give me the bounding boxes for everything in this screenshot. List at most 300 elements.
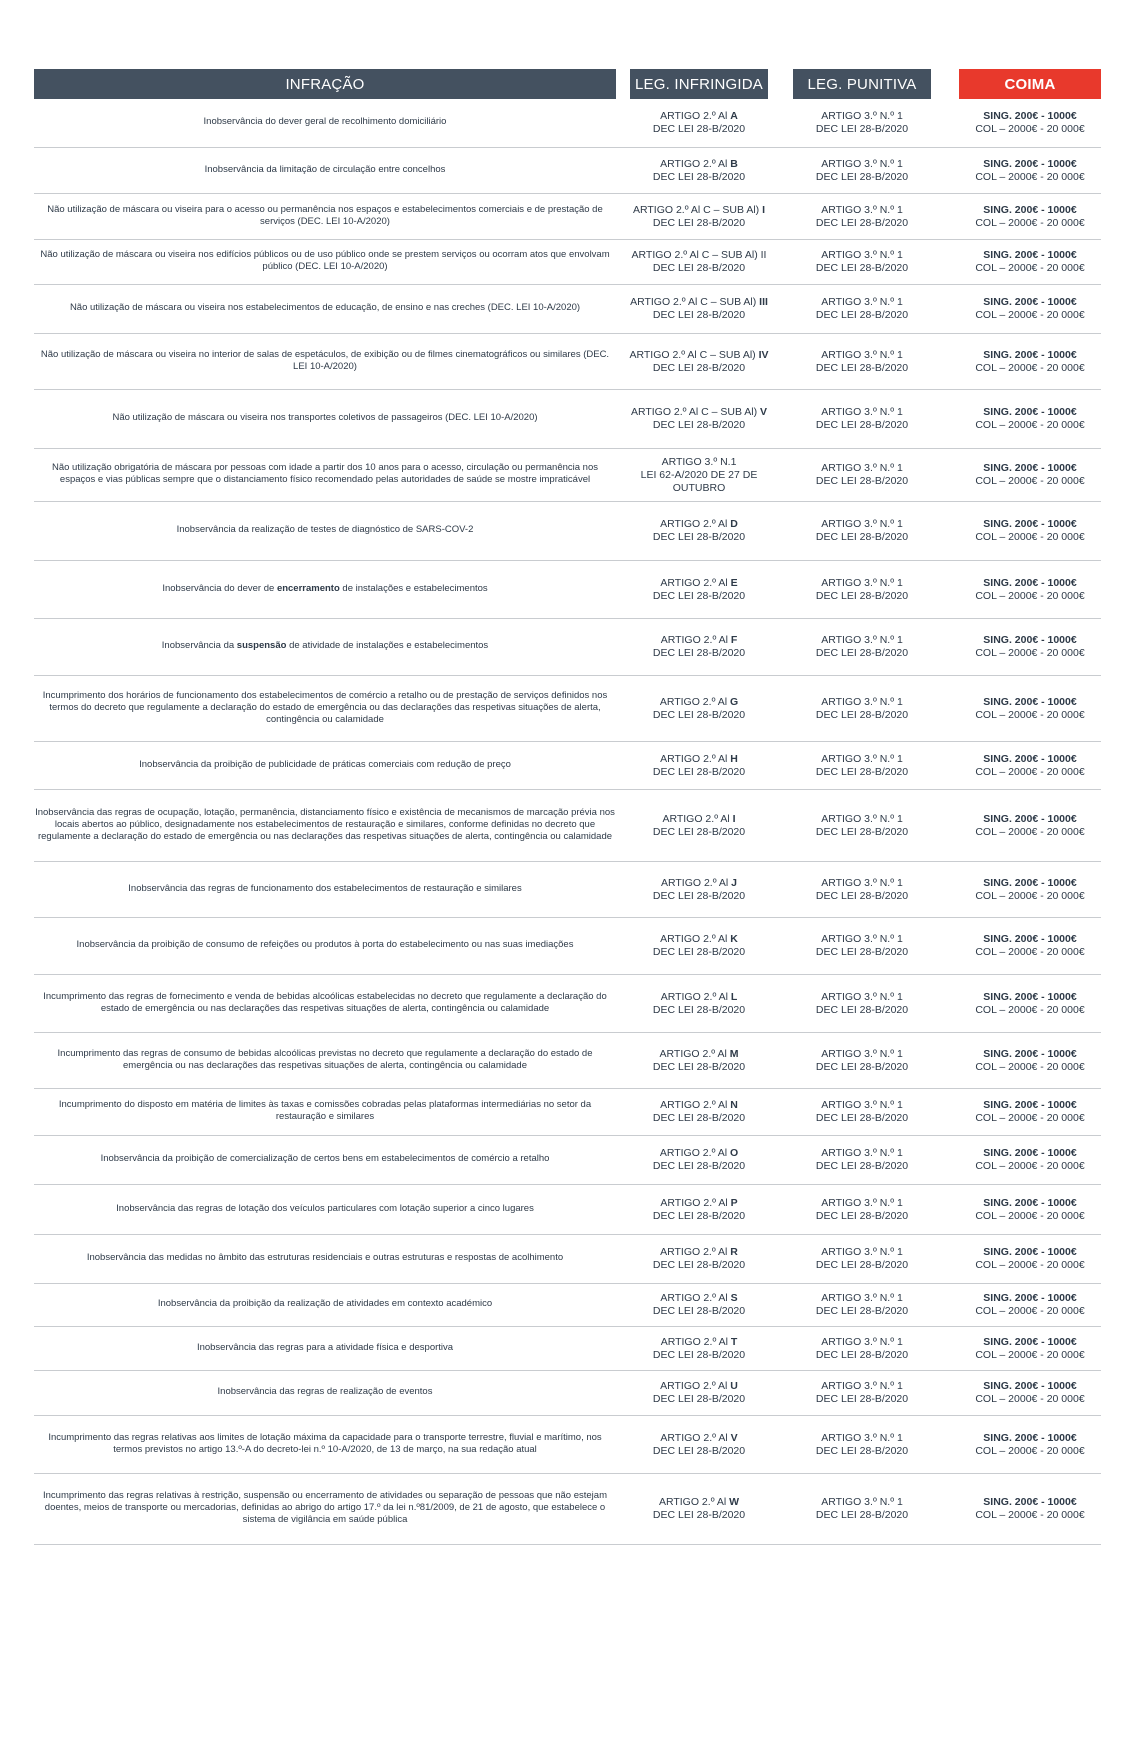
coima-cell xyxy=(959,518,1101,544)
leg-punitiva-cell xyxy=(783,349,941,375)
leg-infringida-decree: DEC LEI 28-B/2020 xyxy=(652,1305,746,1317)
leg-infringida-letter: G xyxy=(730,695,739,708)
leg-infringida-decree: LEI 62-A/2020 DE 27 DE OUTUBRO xyxy=(640,468,758,494)
coima-cell xyxy=(959,1496,1101,1522)
leg-infringida-decree: DEC LEI 28-B/2020 xyxy=(652,309,746,321)
coima-coletiva: COL – 2000€ - 20 000€ xyxy=(975,589,1085,602)
row-desc-text: Inobservância da xyxy=(161,640,237,651)
leg-infringida-letter: S xyxy=(730,1292,738,1304)
leg-punitiva-cell xyxy=(783,1197,941,1223)
coima-coletiva: COL – 2000€ - 20 000€ xyxy=(975,216,1085,229)
leg-infringida-cell xyxy=(620,1380,778,1406)
row-desc-text: Incumprimento das regras de consumo de bebidas alcoólicas previstas no decreto que regulamente a declaração do estado de emergência ou nas declarações das respetivas situações de alerta, contingência ou calamidade xyxy=(57,1047,593,1071)
leg-infringida-article: ARTIGO 2.º Al C – SUB Al) xyxy=(629,348,759,361)
leg-infringida-decree: DEC LEI 28-B/2020 xyxy=(652,765,746,778)
table-row xyxy=(34,1089,1101,1136)
infracao-cell xyxy=(34,204,616,230)
coima-cell xyxy=(959,753,1101,779)
infracao-cell xyxy=(34,1252,616,1266)
leg-infringida-article: ARTIGO 2.º Al C – SUB Al) xyxy=(632,203,763,216)
row-desc-text: Não utilização de máscara ou viseira nos estabelecimentos de educação, de ensino e nas creches (DEC. LEI 10-A/2020) xyxy=(69,302,581,313)
leg-infringida-cell xyxy=(620,1147,778,1173)
coima-singular: SING. 200€ - 1000€ xyxy=(983,1196,1077,1209)
leg-punitiva-cell xyxy=(783,204,941,230)
row-desc-text: Não utilização obrigatória de máscara por pessoas com idade a partir dos 10 anos para o acesso, circulação ou permanência nos espaços e vias públicas sempre que o distanciamento físico recomendado pelas autoridades de saúde se mostre impraticável xyxy=(51,462,599,485)
leg-infringida-decree: DEC LEI 28-B/2020 xyxy=(652,419,746,431)
leg-infringida-article: ARTIGO 2.º Al xyxy=(660,576,731,589)
leg-infringida-cell xyxy=(620,577,778,603)
coima-singular: SING. 200€ - 1000€ xyxy=(983,1246,1077,1258)
coima-cell xyxy=(959,933,1101,959)
row-desc-text: Não utilização de máscara ou viseira nos edifícios públicos ou de uso público onde se prestem serviços ou ocorram atos que envolvam público (DEC. LEI 10-A/2020) xyxy=(40,249,610,272)
leg-infringida-decree: DEC LEI 28-B/2020 xyxy=(652,1112,746,1124)
leg-infringida-decree: DEC LEI 28-B/2020 xyxy=(652,1060,746,1073)
table-row xyxy=(34,676,1101,742)
table-row xyxy=(34,918,1101,975)
leg-infringida-cell xyxy=(620,696,778,722)
leg-infringida-decree: DEC LEI 28-B/2020 xyxy=(652,889,746,902)
infracao-cell xyxy=(34,1153,616,1167)
leg-punitiva-article: ARTIGO 3.º N.º 1 xyxy=(821,634,903,646)
table-row xyxy=(34,285,1101,334)
infracao-cell xyxy=(34,759,616,773)
leg-infringida-decree: DEC LEI 28-B/2020 xyxy=(652,216,746,229)
leg-punitiva-decree: DEC LEI 28-B/2020 xyxy=(815,361,909,374)
row-desc-emphasis: suspensão xyxy=(236,640,287,651)
infracao-cell xyxy=(34,690,616,728)
infracao-cell xyxy=(34,302,616,316)
infracao-cell xyxy=(34,883,616,897)
coima-cell xyxy=(959,1432,1101,1458)
leg-punitiva-decree: DEC LEI 28-B/2020 xyxy=(815,309,909,321)
coima-cell xyxy=(959,577,1101,603)
leg-infringida-cell xyxy=(620,1292,778,1318)
leg-punitiva-cell xyxy=(783,1246,941,1272)
coima-coletiva: COL – 2000€ - 20 000€ xyxy=(975,1112,1085,1124)
leg-punitiva-article: ARTIGO 3.º N.º 1 xyxy=(821,1431,903,1444)
leg-infringida-article: ARTIGO 2.º Al C – SUB Al) xyxy=(630,406,761,418)
leg-punitiva-decree: DEC LEI 28-B/2020 xyxy=(815,946,909,958)
leg-infringida-article: ARTIGO 2.º Al xyxy=(660,1292,731,1304)
leg-infringida-decree: DEC LEI 28-B/2020 xyxy=(652,647,746,659)
leg-infringida-letter: III xyxy=(759,296,768,308)
leg-infringida-cell xyxy=(620,110,778,136)
coima-singular: SING. 200€ - 1000€ xyxy=(983,1496,1077,1508)
coima-cell xyxy=(959,696,1101,722)
row-desc-text: Inobservância da limitação de circulação entre concelhos xyxy=(204,163,446,175)
infracao-cell xyxy=(34,249,616,275)
coima-singular: SING. 200€ - 1000€ xyxy=(983,348,1077,361)
leg-punitiva-decree: DEC LEI 28-B/2020 xyxy=(815,1348,909,1361)
coima-singular: SING. 200€ - 1000€ xyxy=(983,752,1077,765)
leg-punitiva-article: ARTIGO 3.º N.º 1 xyxy=(821,1047,903,1060)
row-desc-text: Incumprimento das regras relativas à restrição, suspensão ou encerramento de atividades ou separação de pessoas que não estejam doentes, meios de transporte ou mercadorias, definidas ao abrigo do artigo 17.º da lei n.º81/2009, de 21 de agosto, que estabelece o sistema de vigilância em saúde pública xyxy=(43,1490,607,1525)
coima-singular: SING. 200€ - 1000€ xyxy=(983,1335,1077,1348)
leg-punitiva-decree: DEC LEI 28-B/2020 xyxy=(815,1259,909,1271)
coima-cell xyxy=(959,1048,1101,1074)
coima-singular: SING. 200€ - 1000€ xyxy=(983,296,1077,308)
table-row xyxy=(34,742,1101,790)
row-desc-text: Incumprimento do disposto em matéria de limites às taxas e comissões cobradas pelas plataformas intermediárias no setor da restauração e similares xyxy=(58,1099,592,1122)
leg-infringida-decree: DEC LEI 28-B/2020 xyxy=(652,170,746,183)
leg-infringida-article: ARTIGO 3.º N.1 xyxy=(661,455,737,468)
leg-punitiva-article: ARTIGO 3.º N.º 1 xyxy=(821,462,903,474)
infracao-cell xyxy=(34,349,616,375)
leg-punitiva-decree: DEC LEI 28-B/2020 xyxy=(815,1112,909,1124)
leg-infringida-cell xyxy=(620,249,778,275)
leg-infringida-letter: E xyxy=(730,576,738,589)
row-desc-text: Inobservância da realização de testes de diagnóstico de SARS-COV-2 xyxy=(176,524,474,535)
leg-punitiva-article: ARTIGO 3.º N.º 1 xyxy=(821,1246,903,1258)
leg-infringida-article: ARTIGO 2.º Al xyxy=(660,1099,731,1111)
leg-punitiva-article: ARTIGO 3.º N.º 1 xyxy=(821,203,903,216)
leg-punitiva-decree: DEC LEI 28-B/2020 xyxy=(815,170,909,183)
leg-infringida-cell xyxy=(620,349,778,375)
leg-infringida-decree: DEC LEI 28-B/2020 xyxy=(652,1003,746,1016)
leg-punitiva-article: ARTIGO 3.º N.º 1 xyxy=(821,1147,903,1159)
leg-infringida-letter: F xyxy=(730,634,738,646)
coima-coletiva: COL – 2000€ - 20 000€ xyxy=(975,1060,1085,1073)
leg-infringida-article: ARTIGO 2.º Al xyxy=(660,518,731,530)
row-desc-text: Inobservância da proibição de publicidade de práticas comerciais com redução de preço xyxy=(139,758,511,770)
leg-punitiva-cell xyxy=(783,1432,941,1458)
row-desc-text: Inobservância da proibição de comercialização de certos bens em estabelecimentos de comércio a retalho xyxy=(100,1153,550,1164)
leg-infringida-letter: I xyxy=(732,812,736,825)
leg-infringida-letter: T xyxy=(730,1335,738,1348)
coima-singular: SING. 200€ - 1000€ xyxy=(983,518,1077,530)
leg-infringida-article: ARTIGO 2.º Al xyxy=(660,1335,731,1348)
table-row xyxy=(34,862,1101,918)
infracao-cell xyxy=(34,1342,616,1356)
leg-punitiva-article: ARTIGO 3.º N.º 1 xyxy=(821,1099,903,1111)
leg-infringida-decree: DEC LEI 28-B/2020 xyxy=(652,589,746,602)
leg-infringida-article: ARTIGO 2.º Al xyxy=(662,812,733,825)
table-row xyxy=(34,1185,1101,1235)
table-row xyxy=(34,1284,1101,1327)
row-desc-text: Inobservância da proibição da realização de atividades em contexto académico xyxy=(157,1298,493,1309)
coima-singular: SING. 200€ - 1000€ xyxy=(983,1380,1077,1392)
infracao-cell xyxy=(34,116,616,130)
leg-infringida-cell xyxy=(620,158,778,184)
leg-infringida-letter: D xyxy=(730,518,738,530)
table-row xyxy=(34,1136,1101,1185)
coima-singular: SING. 200€ - 1000€ xyxy=(983,249,1077,261)
leg-punitiva-article: ARTIGO 3.º N.º 1 xyxy=(821,157,903,170)
table-row xyxy=(34,1416,1101,1474)
row-desc-text: Inobservância do dever de xyxy=(162,582,277,594)
coima-cell xyxy=(959,249,1101,275)
infracao-cell xyxy=(34,1099,616,1125)
leg-infringida-article: ARTIGO 2.º Al xyxy=(660,752,731,765)
coima-singular: SING. 200€ - 1000€ xyxy=(983,1431,1077,1444)
leg-punitiva-cell xyxy=(783,158,941,184)
coima-singular: SING. 200€ - 1000€ xyxy=(983,110,1077,122)
coima-cell xyxy=(959,634,1101,660)
coima-singular: SING. 200€ - 1000€ xyxy=(983,203,1077,216)
coima-cell xyxy=(959,1246,1101,1272)
coima-coletiva: COL – 2000€ - 20 000€ xyxy=(975,1509,1085,1521)
leg-punitiva-cell xyxy=(783,249,941,275)
infracao-cell xyxy=(34,462,616,488)
leg-infringida-letter: W xyxy=(729,1496,740,1508)
coima-cell xyxy=(959,296,1101,322)
leg-punitiva-decree: DEC LEI 28-B/2020 xyxy=(815,708,909,721)
table-row xyxy=(34,1474,1101,1545)
row-desc-text: Inobservância das medidas no âmbito das estruturas residenciais e outras estruturas e respostas de acolhimento xyxy=(86,1252,564,1263)
leg-punitiva-cell xyxy=(783,296,941,322)
leg-punitiva-cell xyxy=(783,1048,941,1074)
coima-singular: SING. 200€ - 1000€ xyxy=(983,933,1077,945)
infracao-cell xyxy=(34,164,616,178)
leg-infringida-letter: H xyxy=(730,752,738,765)
coima-singular: SING. 200€ - 1000€ xyxy=(983,462,1077,474)
leg-punitiva-cell xyxy=(783,753,941,779)
leg-infringida-decree: DEC LEI 28-B/2020 xyxy=(652,1160,746,1172)
leg-infringida-article: ARTIGO 2.º Al C – SUB Al) xyxy=(630,296,760,308)
table-row xyxy=(34,1033,1101,1089)
leg-punitiva-decree: DEC LEI 28-B/2020 xyxy=(815,475,909,487)
leg-punitiva-cell xyxy=(783,877,941,903)
coima-singular: SING. 200€ - 1000€ xyxy=(983,1047,1077,1060)
table-row xyxy=(34,240,1101,285)
row-desc-text: de instalações e estabelecimentos xyxy=(339,582,488,594)
leg-punitiva-article: ARTIGO 3.º N.º 1 xyxy=(821,1335,903,1348)
leg-punitiva-article: ARTIGO 3.º N.º 1 xyxy=(821,296,903,308)
leg-infringida-article: ARTIGO 2.º Al xyxy=(660,157,731,170)
leg-punitiva-article: ARTIGO 3.º N.º 1 xyxy=(821,876,903,889)
row-desc-text: Não utilização de máscara ou viseira para o acesso ou permanência nos espaços e estabelecimentos comerciais e de prestação de serviços (DEC. LEI 10-A/2020) xyxy=(47,203,603,227)
leg-infringida-cell xyxy=(620,933,778,959)
row-desc-text: Inobservância das regras de ocupação, lotação, permanência, distanciamento físico e existência de mecanismos de marcação prévia nos locais abertos ao público, designadamente nos estabelecimentos de restauração e similares, conforme definidas no decreto que regulamente a declaração do estado de emergência ou nas declarações das respetivas situações de alerta, contingência ou calamidade xyxy=(35,806,615,842)
leg-punitiva-cell xyxy=(783,1336,941,1362)
coima-coletiva: COL – 2000€ - 20 000€ xyxy=(975,647,1085,659)
leg-punitiva-cell xyxy=(783,813,941,839)
leg-punitiva-article: ARTIGO 3.º N.º 1 xyxy=(821,812,903,825)
leg-infringida-cell xyxy=(620,296,778,322)
leg-punitiva-decree: DEC LEI 28-B/2020 xyxy=(815,216,909,229)
leg-punitiva-article: ARTIGO 3.º N.º 1 xyxy=(821,695,903,708)
coima-coletiva: COL – 2000€ - 20 000€ xyxy=(975,419,1085,431)
leg-infringida-letter: O xyxy=(730,1147,739,1159)
leg-punitiva-decree: DEC LEI 28-B/2020 xyxy=(815,765,909,778)
header-leg-infringida: LEG. INFRINGIDA xyxy=(630,69,768,99)
row-desc-text: Não utilização de máscara ou viseira nos transportes coletivos de passageiros (DEC. LEI 10-A/2020) xyxy=(112,412,538,423)
leg-punitiva-article: ARTIGO 3.º N.º 1 xyxy=(821,518,903,530)
coima-coletiva: COL – 2000€ - 20 000€ xyxy=(975,361,1085,374)
row-desc-text: Inobservância das regras de lotação dos veículos particulares com lotação superior a cinco lugares xyxy=(116,1202,534,1214)
infracao-cell xyxy=(34,583,616,597)
leg-infringida-article: ARTIGO 2.º Al xyxy=(659,1147,730,1159)
leg-punitiva-decree: DEC LEI 28-B/2020 xyxy=(815,1509,909,1521)
leg-punitiva-cell xyxy=(783,518,941,544)
row-desc-text: Não utilização de máscara ou viseira no interior de salas de espetáculos, de exibição ou de filmes cinematográficos ou similares (DEC. LEI 10-A/2020) xyxy=(40,348,610,372)
leg-infringida-cell xyxy=(620,1496,778,1522)
leg-infringida-decree: DEC LEI 28-B/2020 xyxy=(652,361,746,374)
coima-cell xyxy=(959,406,1101,432)
leg-punitiva-decree: DEC LEI 28-B/2020 xyxy=(815,1003,909,1016)
coima-cell xyxy=(959,1147,1101,1173)
infracao-cell xyxy=(34,1298,616,1312)
coima-singular: SING. 200€ - 1000€ xyxy=(983,990,1077,1003)
leg-punitiva-article: ARTIGO 3.º N.º 1 xyxy=(821,1380,903,1392)
leg-infringida-decree: DEC LEI 28-B/2020 xyxy=(652,825,746,838)
leg-punitiva-decree: DEC LEI 28-B/2020 xyxy=(815,1160,909,1172)
coima-coletiva: COL – 2000€ - 20 000€ xyxy=(975,262,1085,274)
leg-punitiva-article: ARTIGO 3.º N.º 1 xyxy=(821,1292,903,1304)
coima-cell xyxy=(959,1292,1101,1318)
coima-coletiva: COL – 2000€ - 20 000€ xyxy=(975,309,1085,321)
coima-cell xyxy=(959,204,1101,230)
leg-infringida-decree: DEC LEI 28-B/2020 xyxy=(652,1509,746,1521)
leg-punitiva-cell xyxy=(783,462,941,488)
coima-coletiva: COL – 2000€ - 20 000€ xyxy=(975,1003,1085,1016)
coima-coletiva: COL – 2000€ - 20 000€ xyxy=(975,946,1085,958)
row-desc-text: Inobservância das regras de funcionamento dos estabelecimentos de restauração e similares xyxy=(128,882,522,894)
coima-coletiva: COL – 2000€ - 20 000€ xyxy=(975,889,1085,902)
leg-punitiva-cell xyxy=(783,696,941,722)
coima-cell xyxy=(959,991,1101,1017)
table-row xyxy=(34,194,1101,240)
infracao-cell xyxy=(34,524,616,538)
leg-infringida-letter: I xyxy=(762,203,766,216)
infracao-cell xyxy=(34,807,616,845)
leg-punitiva-article: ARTIGO 3.º N.º 1 xyxy=(821,1196,903,1209)
leg-infringida-decree: DEC LEI 28-B/2020 xyxy=(652,708,746,721)
leg-punitiva-decree: DEC LEI 28-B/2020 xyxy=(815,889,909,902)
coima-singular: SING. 200€ - 1000€ xyxy=(983,406,1077,418)
infracao-cell xyxy=(34,1490,616,1528)
table-row xyxy=(34,1371,1101,1416)
leg-infringida-letter: U xyxy=(730,1380,738,1392)
coima-cell xyxy=(959,1099,1101,1125)
infracao-cell xyxy=(34,1203,616,1217)
row-desc-emphasis: encerramento xyxy=(276,582,340,594)
row-desc-text: Inobservância das regras de realização de eventos xyxy=(217,1386,433,1397)
table-row xyxy=(34,790,1101,862)
leg-punitiva-decree: DEC LEI 28-B/2020 xyxy=(815,262,909,274)
coima-singular: SING. 200€ - 1000€ xyxy=(983,876,1077,889)
infracao-cell xyxy=(34,1048,616,1074)
leg-infringida-cell xyxy=(620,753,778,779)
leg-punitiva-article: ARTIGO 3.º N.º 1 xyxy=(821,576,903,589)
header-leg-punitiva: LEG. PUNITIVA xyxy=(793,69,931,99)
coima-coletiva: COL – 2000€ - 20 000€ xyxy=(975,123,1085,135)
table-row xyxy=(34,334,1101,390)
leg-infringida-cell xyxy=(620,518,778,544)
leg-punitiva-cell xyxy=(783,577,941,603)
leg-infringida-cell xyxy=(639,456,759,495)
leg-infringida-decree: DEC LEI 28-B/2020 xyxy=(652,262,746,274)
leg-punitiva-cell xyxy=(783,1099,941,1125)
leg-punitiva-cell xyxy=(783,634,941,660)
coima-singular: SING. 200€ - 1000€ xyxy=(983,576,1077,589)
coima-singular: SING. 200€ - 1000€ xyxy=(983,1099,1077,1111)
table-row xyxy=(34,561,1101,619)
row-desc-text: Inobservância da proibição de consumo de refeições ou produtos à porta do estabelecimento ou nas suas imediações xyxy=(76,939,574,950)
leg-infringida-letter: M xyxy=(729,1047,739,1060)
row-desc-text: Incumprimento das regras relativas aos limites de lotação máxima da capacidade para o transporte terrestre, fluvial e marítimo, nos termos previstos no artigo 13.º-A do decreto-lei n.º 10-A/2020, de 13 de março, na sua redação atual xyxy=(48,1431,602,1455)
leg-infringida-letter: K xyxy=(730,933,738,945)
leg-infringida-cell xyxy=(620,1197,778,1223)
leg-infringida-letter: L xyxy=(730,990,738,1003)
leg-infringida-cell xyxy=(620,406,778,432)
leg-infringida-decree: DEC LEI 28-B/2020 xyxy=(652,1393,746,1405)
infracao-cell xyxy=(34,1386,616,1400)
leg-punitiva-article: ARTIGO 3.º N.º 1 xyxy=(821,406,903,418)
leg-punitiva-decree: DEC LEI 28-B/2020 xyxy=(815,647,909,659)
table-row xyxy=(34,619,1101,676)
coima-cell xyxy=(959,462,1101,488)
leg-infringida-cell xyxy=(620,991,778,1017)
leg-infringida-letter: P xyxy=(730,1196,738,1209)
leg-infringida-article: ARTIGO 2.º Al xyxy=(660,876,732,889)
header-infracao: INFRAÇÃO xyxy=(34,69,616,99)
leg-infringida-decree: DEC LEI 28-B/2020 xyxy=(652,1209,746,1222)
leg-punitiva-cell xyxy=(783,1496,941,1522)
table-row xyxy=(34,1235,1101,1284)
coima-singular: SING. 200€ - 1000€ xyxy=(983,157,1077,170)
coima-coletiva: COL – 2000€ - 20 000€ xyxy=(975,825,1085,838)
table-row xyxy=(34,148,1101,194)
leg-punitiva-decree: DEC LEI 28-B/2020 xyxy=(815,123,909,135)
leg-infringida-decree: DEC LEI 28-B/2020 xyxy=(652,531,746,543)
leg-infringida-article: ARTIGO 2.º Al C – SUB Al) II xyxy=(631,249,767,261)
coima-coletiva: COL – 2000€ - 20 000€ xyxy=(975,1444,1085,1457)
coima-coletiva: COL – 2000€ - 20 000€ xyxy=(975,1209,1085,1222)
leg-punitiva-cell xyxy=(783,1292,941,1318)
table-row xyxy=(34,975,1101,1033)
infracao-cell xyxy=(34,412,616,426)
row-desc-text: Incumprimento das regras de fornecimento e venda de bebidas alcoólicas estabelecidas no decreto que regulamente a declaração do estado de emergência ou nas declarações das respetivas situações de alerta, contingência ou calamidade xyxy=(43,990,607,1014)
coima-cell xyxy=(959,1336,1101,1362)
leg-infringida-article: ARTIGO 2.º Al xyxy=(660,990,731,1003)
leg-infringida-article: ARTIGO 2.º Al xyxy=(660,933,731,945)
coima-coletiva: COL – 2000€ - 20 000€ xyxy=(975,1305,1085,1317)
leg-punitiva-cell xyxy=(783,1380,941,1406)
table-row xyxy=(34,502,1101,561)
leg-punitiva-article: ARTIGO 3.º N.º 1 xyxy=(821,1496,903,1508)
leg-punitiva-cell xyxy=(783,1147,941,1173)
leg-punitiva-article: ARTIGO 3.º N.º 1 xyxy=(821,752,903,765)
leg-punitiva-decree: DEC LEI 28-B/2020 xyxy=(815,1393,909,1405)
coima-singular: SING. 200€ - 1000€ xyxy=(983,812,1077,825)
header-coima: COIMA xyxy=(959,69,1101,99)
leg-infringida-cell xyxy=(620,1336,778,1362)
coima-cell xyxy=(959,1380,1101,1406)
coima-singular: SING. 200€ - 1000€ xyxy=(983,1147,1077,1159)
infracao-cell xyxy=(34,640,616,654)
coima-cell xyxy=(959,813,1101,839)
leg-infringida-cell xyxy=(620,1246,778,1272)
leg-infringida-decree: DEC LEI 28-B/2020 xyxy=(652,123,746,135)
leg-infringida-letter: IV xyxy=(758,348,769,361)
leg-infringida-cell xyxy=(620,1048,778,1074)
leg-punitiva-decree: DEC LEI 28-B/2020 xyxy=(815,1209,909,1222)
leg-punitiva-article: ARTIGO 3.º N.º 1 xyxy=(821,933,903,945)
leg-infringida-letter: B xyxy=(730,157,738,170)
leg-punitiva-cell xyxy=(783,991,941,1017)
leg-infringida-article: ARTIGO 2.º Al xyxy=(658,1496,730,1508)
leg-infringida-letter: R xyxy=(730,1246,738,1258)
leg-punitiva-article: ARTIGO 3.º N.º 1 xyxy=(821,110,903,122)
coima-coletiva: COL – 2000€ - 20 000€ xyxy=(975,708,1085,721)
leg-punitiva-article: ARTIGO 3.º N.º 1 xyxy=(821,348,903,361)
coima-coletiva: COL – 2000€ - 20 000€ xyxy=(975,1348,1085,1361)
leg-infringida-letter: A xyxy=(730,110,738,122)
leg-punitiva-article: ARTIGO 3.º N.º 1 xyxy=(821,990,903,1003)
leg-infringida-article: ARTIGO 2.º Al xyxy=(660,110,731,122)
leg-punitiva-cell xyxy=(783,110,941,136)
